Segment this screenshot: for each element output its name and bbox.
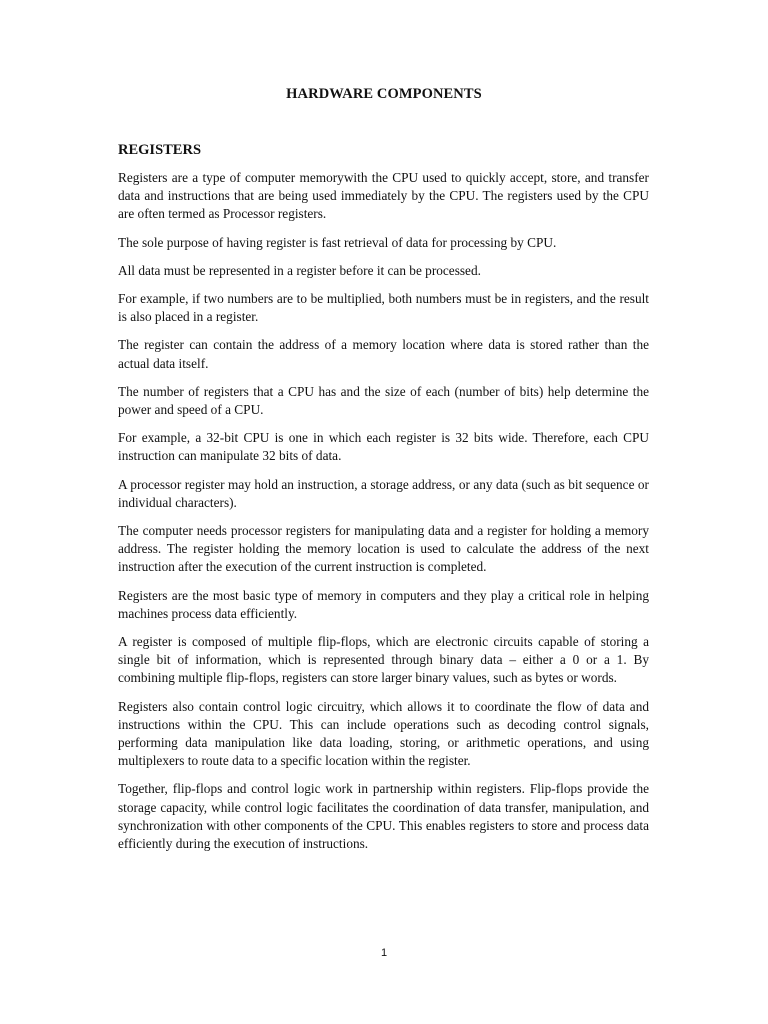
- paragraph: For example, a 32-bit CPU is one in which each register is 32 bits wide. Therefore, each CPU instruction can manipulate 32 bits of data.: [118, 430, 649, 464]
- paragraph: All data must be represented in a register before it can be processed.: [118, 262, 481, 278]
- paragraph: The sole purpose of having register is fast retrieval of data for processing by CPU.: [118, 234, 557, 250]
- document-title: HARDWARE COMPONENTS: [286, 86, 482, 102]
- body-text: [118, 169, 649, 863]
- page-number: 1: [380, 947, 388, 959]
- section-heading-registers: REGISTERS: [118, 142, 202, 158]
- paragraph: The number of registers that a CPU has and the size of each (number of bits) help determine the power and speed of a CPU.: [118, 383, 649, 418]
- paragraph: A processor register may hold an instruction, a storage address, or any data (such as bit sequence or individual characters).: [118, 476, 649, 510]
- paragraph: Registers also contain control logic circuitry, which allows it to coordinate the flow of data and instructions within the CPU. This can include operations such as decoding control signals, performing data manipulation like data loading, storing, or arithmetic operations, and using multiplexers to route data to a specific location within the register.: [118, 698, 649, 769]
- paragraph: A register is composed of multiple flip-flops, which are electronic circuits capable of storing a single bit of information, which is represented through binary data – either a 0 or a 1. By combining multiple flip-flops, registers can store larger binary values, such as bytes or words.: [118, 634, 649, 686]
- paragraph: Together, flip-flops and control logic work in partnership within registers. Flip-flops provide the storage capacity, while control logic facilitates the coordination of data transfer, manipulation, and synchronization with other components of the CPU. This enables registers to store and process data efficiently during the execution of instructions.: [118, 781, 649, 852]
- paragraph: Registers are a type of computer memorywith the CPU used to quickly accept, store, and transfer data and instructions that are being used immediately by the CPU. The registers used by the CPU are often termed as Processor registers.: [118, 170, 649, 222]
- paragraph: The computer needs processor registers for manipulating data and a register for holding a memory address. The register holding the memory location is used to calculate the address of the next instruction after the execution of the current instruction is completed.: [118, 523, 649, 575]
- paragraph: For example, if two numbers are to be multiplied, both numbers must be in registers, and the result is also placed in a register.: [118, 291, 649, 325]
- paragraph: Registers are the most basic type of memory in computers and they play a critical role in helping machines process data efficiently.: [118, 587, 649, 621]
- paragraph: The register can contain the address of a memory location where data is stored rather than the actual data itself.: [118, 337, 649, 371]
